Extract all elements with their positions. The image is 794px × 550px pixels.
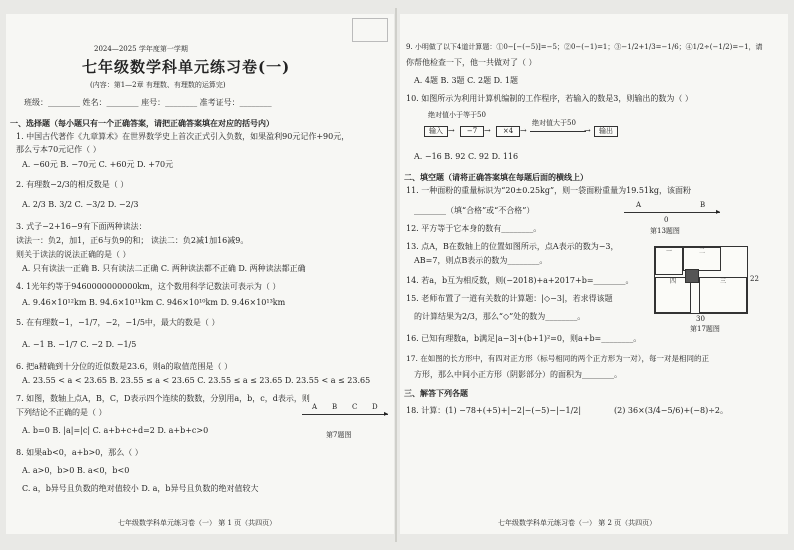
q16-text: 16. 已知有理数a，b满足|a−3|+(b+1)²=0，则a+b=________。 — [406, 334, 642, 343]
content-scope: (内容：第1—2章 有理数、有理数的运算完) — [90, 81, 226, 89]
q17-square-4: 四 — [655, 277, 691, 313]
q17-square-3: 三 — [699, 277, 747, 313]
q15-text: 15. 老师布置了一道有关数的计算题：|◇−3|，若求得该题 — [406, 294, 613, 303]
q7-text: 7. 如图，数轴上点A，B，C，D表示四个连续的数数，分别用a，b，c，d表示，则 — [16, 394, 310, 403]
q5-options: A. −1 B. −1/7 C. −2 D. −1/5 — [22, 340, 137, 349]
exam-page-1 — [6, 14, 394, 534]
student-info-line: 班级：________ 姓名：________ 座号：________ 准考证号：________ — [24, 98, 272, 107]
q15-text-cont: 的计算结果为2/3，那么“◇”处的数为________。 — [414, 312, 586, 321]
q11-text: 11. 一种面粉的重量标识为“20±0.25kg”，则一袋面粉重量为19.51kg，该面粉 — [406, 186, 691, 195]
flow-condition: 绝对值大于50 — [532, 119, 576, 127]
q9-text-cont: 你帮他检查一下，他一共做对了（ ） — [406, 58, 537, 67]
q13-zero: 0 — [664, 216, 669, 224]
q7-point-c: C — [352, 403, 358, 411]
page-title: 七年级数学科单元练习卷(一) — [82, 58, 291, 76]
page1-footer: 七年级数学科单元练习卷（一） 第 1 页（共四页） — [118, 519, 277, 527]
q12-text: 12. 平方等于它本身的数有________。 — [406, 224, 542, 233]
q7-options: A. b=0 B. |a|=|c| C. a+b+c+d=2 D. a+b+c>0 — [22, 426, 209, 435]
q1-text-cont: 那么亏本70元记作（ ） — [16, 145, 101, 154]
q1-options: A. −60元 B. −70元 C. +60元 D. +70元 — [22, 160, 174, 169]
q7-point-d: D — [372, 403, 378, 411]
flow-op-times4: ×4 — [496, 126, 520, 137]
q18-part2: (2) 36×(3/4−5/6)+(−8)÷2。 — [614, 406, 728, 415]
q6-text: 6. 把a精确到十分位的近似数是23.6，则a的取值范围是（ ） — [16, 362, 233, 371]
section2-heading: 二、填空题（请将正确答案填在每题后面的横线上） — [404, 172, 588, 182]
q7-number-line — [302, 414, 388, 415]
q4-options: A. 9.46×10¹²km B. 94.6×10¹¹km C. 946×10¹⁰km D. 9.46×10¹³km — [22, 298, 286, 307]
q11-text-cont: ________（填“合格”或“不合格”） — [414, 206, 535, 215]
q9-options: A. 4题 B. 3题 C. 2题 D. 1题 — [414, 76, 518, 85]
q14-text: 14. 若a，b互为相反数，则(−2018)+a+2017+b=________。 — [406, 276, 634, 285]
q2-text: 2. 有理数−2/3的相反数是（ ） — [16, 180, 129, 189]
q10-text: 10. 如图所示为利用计算机编制的工作程序，若输入的数是3，则输出的数为（ ） — [406, 94, 693, 103]
q6-options: A. 23.55 < a < 23.65 B. 23.55 ≤ a < 23.65 C. 23.55 ≤ a ≤ 23.65 D. 23.55 < a ≤ 23.65 — [22, 376, 371, 385]
page2-footer: 七年级数学科单元练习卷（一） 第 2 页（共四页） — [498, 519, 657, 527]
q7-axis-arrow-icon: ▸ — [384, 409, 389, 418]
q13-point-a: A — [636, 201, 642, 209]
q7-text-cont: 下列结论不正确的是（ ） — [16, 408, 107, 417]
q3-question: 则关于读法的说法正确的是（ ） — [16, 250, 131, 259]
q7-figure-caption: 第7题图 — [326, 431, 352, 439]
q17-square-2: 二 — [683, 247, 721, 271]
q2-options: A. 2/3 B. 3/2 C. −3/2 D. −2/3 — [22, 200, 139, 209]
q8-text: 8. 如果ab<0，a+b>0，那么（ ） — [16, 448, 143, 457]
q17-rectangle-figure — [654, 246, 748, 314]
section1-heading: 一、选择题（每小题只有一个正确答案，请把正确答案填在对应的括号内） — [10, 118, 274, 128]
flow-input-box: 输入 — [424, 126, 448, 137]
flow-arrow-2-icon: → — [484, 126, 491, 135]
q18-part1: 18. 计算：(1) −78+(+5)+|−2|−(−5)−|−1/2| — [406, 406, 582, 415]
flow-loop-label: 绝对值小于等于50 — [428, 111, 486, 119]
flow-arrow-1-icon: → — [448, 126, 455, 135]
corner-mark — [352, 18, 388, 42]
q17-figure-caption: 第17题图 — [690, 325, 720, 333]
section3-heading: 三、解答下列各题 — [404, 388, 468, 398]
q17-height-label: 22 — [750, 275, 759, 283]
q8-options-row1: A. a>0，b>0 B. a<0，b<0 — [22, 466, 130, 475]
term-label: 2024—2025 学年度第一学期 — [94, 45, 188, 53]
q3-reading: 读法一：负2，加1，正6与负9的和； 读法二：负2减1加16减9。 — [16, 236, 249, 245]
q13-figure-caption: 第13题图 — [650, 227, 680, 235]
q17-width-label: 30 — [696, 315, 705, 323]
q1-text: 1. 中国古代著作《九章算术》在世界数学史上首次正式引入负数，如果盈利90元记作+90元， — [16, 132, 350, 141]
flow-arrow-4-icon: → — [584, 126, 591, 135]
flow-output-box: 输出 — [594, 126, 618, 137]
q7-point-a: A — [312, 403, 318, 411]
q8-options-row2: C. a，b异号且负数的绝对值较小 D. a，b异号且负数的绝对值较大 — [22, 484, 259, 493]
q4-text: 4. 1光年约等于9460000000000km，这个数用科学记数法可表示为（ ） — [16, 282, 281, 291]
q5-text: 5. 在有理数−1，−1/7，−2，−1/5中，最大的数是（ ） — [16, 318, 220, 327]
q3-options: A. 只有读法一正确 B. 只有读法二正确 C. 两种读法都不正确 D. 两种读法都正确 — [22, 264, 306, 273]
q3-text: 3. 式子−2+16−9有下面两种读法： — [16, 222, 147, 231]
flow-arrow-3-icon: → — [520, 126, 527, 135]
exam-page-2 — [400, 14, 788, 534]
q13-text-cont: AB=7，则点B表示的数为________。 — [414, 256, 548, 265]
flow-op-minus7: −7 — [460, 126, 484, 137]
q13-axis-arrow-icon: ▸ — [716, 207, 721, 216]
page-fold — [395, 8, 397, 542]
q17-text: 17. 在如图的长方形中，有四对正方形（标号相同的两个正方形为一对），每一对是相同的正 — [406, 354, 710, 363]
q7-point-b: B — [332, 403, 338, 411]
q9-text: 9. 小明做了以下4道计算题：①0−[−(−5)]=−5；②0−(−1)=1；③−1/2+1/3=−1/6；④1/2÷(−1/2)=−1，请 — [406, 43, 763, 51]
q17-square-1: 一 — [655, 247, 683, 275]
q10-options: A. −16 B. 92 C. 92 D. 116 — [414, 152, 519, 161]
q13-point-b: B — [700, 201, 706, 209]
q17-text-cont: 方形，那么中间小正方形（阴影部分）的面积为________。 — [414, 370, 622, 379]
flow-main-line — [530, 131, 586, 132]
q17-shaded-square — [685, 269, 699, 283]
q13-text: 13. 点A，B在数轴上的位置如图所示，点A表示的数为−3， — [406, 242, 619, 251]
q13-number-line — [624, 212, 720, 213]
